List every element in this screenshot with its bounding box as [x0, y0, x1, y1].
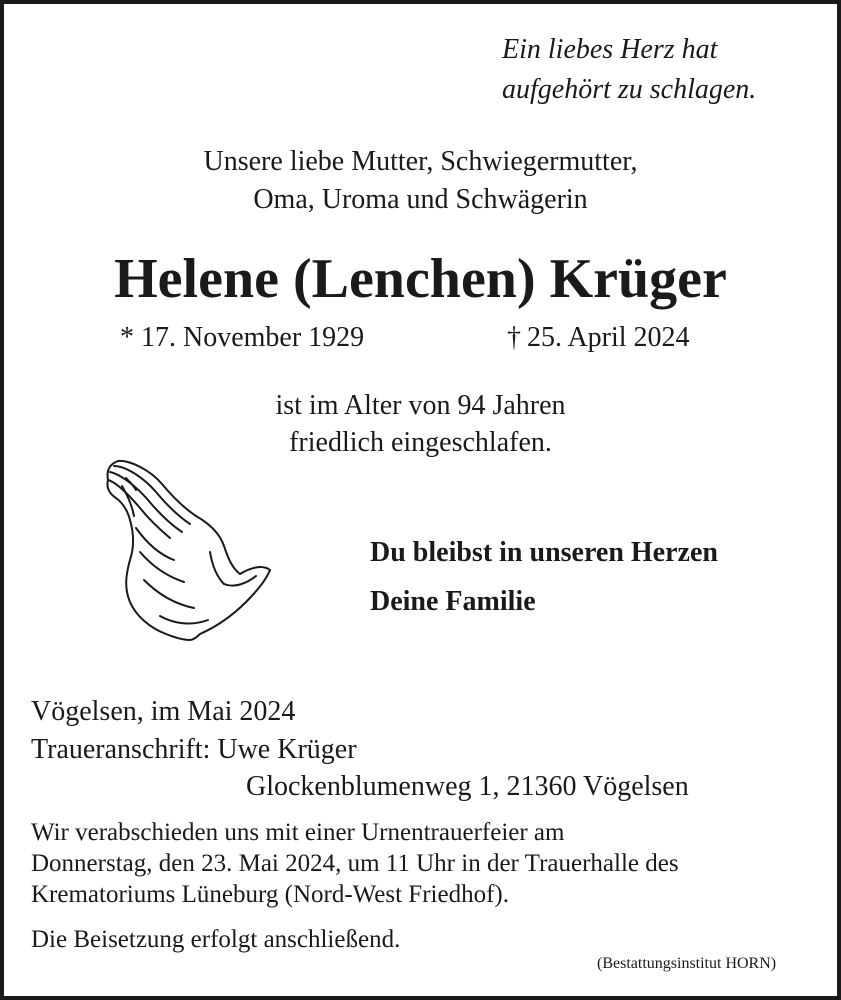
ceremony-text — [31, 817, 679, 910]
family-signature: Deine Familie — [370, 586, 536, 617]
passing-text — [0, 387, 841, 461]
burial-text: Die Beisetzung erfolgt anschließend. — [31, 926, 401, 953]
opening-quote — [502, 30, 756, 110]
ceremony-line-2: Donnerstag, den 23. Mai 2024, um 11 Uhr in der Trauerhalle des — [31, 850, 679, 877]
relationship-intro — [0, 143, 841, 219]
death-date — [507, 318, 690, 358]
birth-date: * 17. November 1929 — [120, 322, 365, 353]
place-and-date: Vögelsen, im Mai 2024 — [31, 696, 296, 727]
deceased-name: Helene (Lenchen) Krüger — [114, 248, 727, 310]
death-date-text: 25. April 2024 — [527, 322, 690, 353]
quote-line-2: aufgehört zu schlagen. — [502, 74, 757, 105]
funeral-home-credit: (Bestattungsinstitut HORN) — [597, 955, 777, 972]
intro-line-1: Unsere liebe Mutter, Schwiegermutter, — [203, 146, 638, 177]
ceremony-line-3: Krematoriums Lüneburg (Nord-West Friedhof). — [31, 881, 509, 908]
quote-line-1: Ein liebes Herz hat — [502, 34, 718, 65]
cross-icon: † — [507, 322, 521, 353]
praying-hands-icon — [100, 456, 280, 646]
closing-motto: Du bleibst in unseren Herzen — [370, 537, 718, 568]
mourning-address-label: Traueranschrift: Uwe Krüger — [31, 734, 357, 765]
ceremony-line-1: Wir verabschieden uns mit einer Urnentrauerfeier am — [31, 819, 565, 846]
passing-line-1: ist im Alter von 94 Jahren — [275, 390, 566, 421]
intro-line-2: Oma, Uroma und Schwägerin — [253, 184, 588, 215]
mourning-address-street: Glockenblumenweg 1, 21360 Vögelsen — [246, 771, 689, 802]
passing-line-2: friedlich eingeschlafen. — [289, 427, 552, 458]
